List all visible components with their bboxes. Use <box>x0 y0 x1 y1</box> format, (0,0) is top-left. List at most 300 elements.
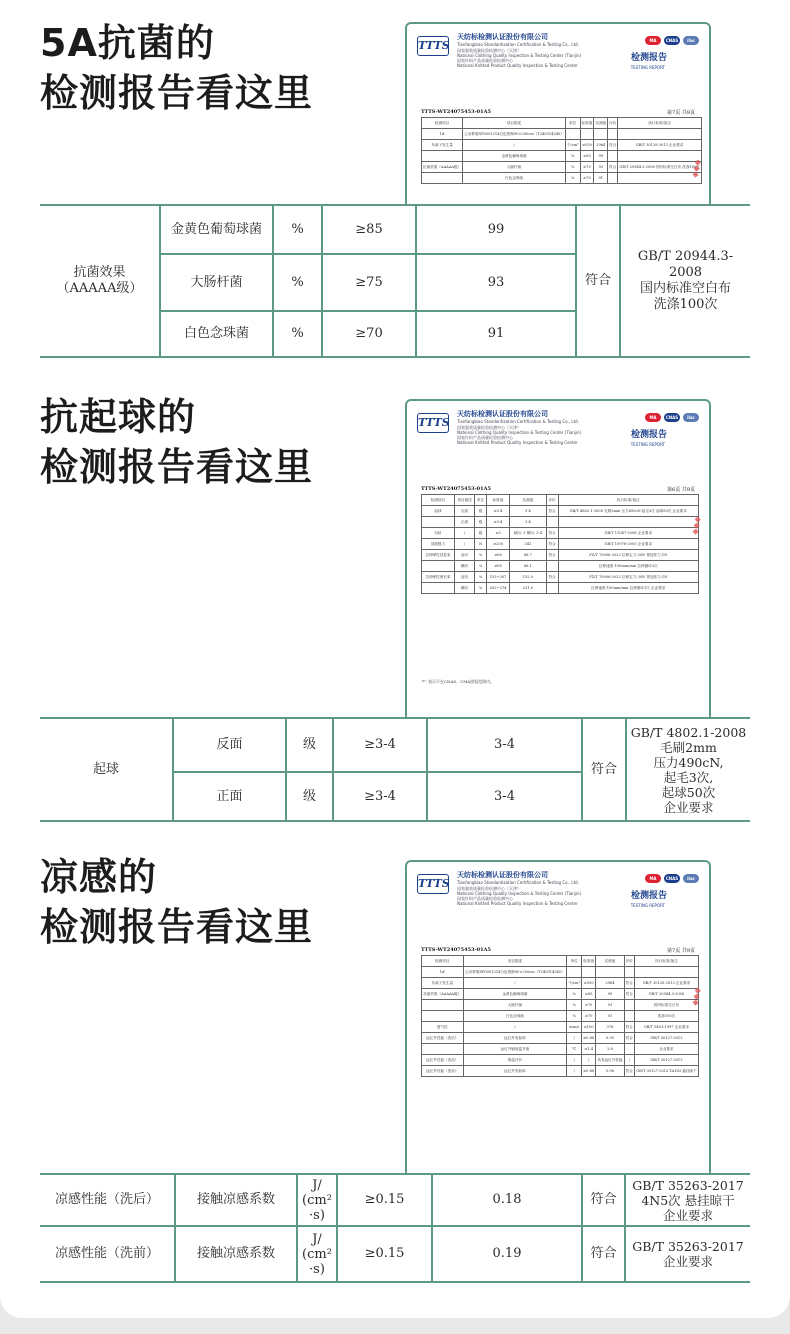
report-row <box>422 1000 699 1011</box>
standard-cell: GB/T 35263-2017 企业要求 <box>625 1226 750 1282</box>
section-heading-anti-pilling <box>40 392 313 492</box>
report-row <box>422 162 702 173</box>
report-cell: 项目描述 <box>463 956 567 967</box>
report-cell: 实测值 <box>594 118 608 129</box>
report-row <box>422 1044 699 1055</box>
report-cell: ≥3 <box>487 528 510 539</box>
report-cell <box>546 561 558 572</box>
report-cell <box>608 173 618 184</box>
report-cell: 负离子发生量 <box>422 140 463 151</box>
report-cell <box>422 173 463 184</box>
report-cell: % <box>565 151 580 162</box>
report-cell: GB/T 30128-2013 企业要求 <box>618 140 702 151</box>
heading-line-1: 凉感的 <box>40 855 158 899</box>
section-heading-antibacterial <box>40 18 313 118</box>
report-cell <box>567 967 582 978</box>
report-cell: 符合 <box>546 528 558 539</box>
unit-cell: J/ (cm² ·s) <box>297 1226 337 1282</box>
report-title-en: TESTING REPORT <box>630 903 665 908</box>
report-cell: 实测值 <box>596 956 624 967</box>
heading-line-2: 检测报告看这里 <box>40 445 314 489</box>
report-header <box>415 407 701 467</box>
item-cell: 金黄色葡萄球菌 <box>160 205 273 254</box>
report-cell: % <box>475 583 487 594</box>
report-center1-en: National Clothing Quality Inspection & Testing Center (Tianjin) <box>457 891 582 896</box>
report-cell: GB/T 19976-2005 企业要求 <box>558 539 698 550</box>
report-cell: % <box>567 1011 582 1022</box>
report-cell: 86.1 <box>510 561 547 572</box>
report-cell <box>580 129 594 140</box>
measured-value-cell: 0.18 <box>432 1174 582 1226</box>
report-cell: 拉伸速度:100mm/min 拉伸循环3次 <box>558 561 698 572</box>
report-cell: 符合 <box>624 1022 634 1033</box>
report-center1: 国家服装质量检验检测中心（天津） <box>457 886 521 891</box>
report-cell: ≥0.88 <box>582 1066 596 1077</box>
report-cell: 符合 <box>608 140 618 151</box>
report-center1: 国家服装质量检验检测中心（天津） <box>457 48 521 53</box>
report-cell: 3-4 <box>510 517 547 528</box>
unit-cell: % <box>273 311 322 357</box>
unit-cell: % <box>273 254 322 311</box>
report-cell: ≥550 <box>580 140 594 151</box>
result-cell: 符合 <box>582 1174 625 1226</box>
report-cell: 检测项目 <box>422 118 463 129</box>
report-cell: 项目描述 <box>454 495 474 506</box>
report-cell: 大肠杆菌 <box>463 1000 567 1011</box>
report-cell: 91 <box>596 1011 624 1022</box>
report-cell <box>422 1044 464 1055</box>
report-cell: 符合 <box>624 978 634 989</box>
report-cell: 标准值 <box>582 956 596 967</box>
report-row <box>422 517 699 528</box>
report-cell: 勾丝 <box>422 528 455 539</box>
report-cell: ≥3-4 <box>487 506 510 517</box>
report-cell: 大肠杆菌 <box>463 162 566 173</box>
report-cell: 86.7 <box>510 550 547 561</box>
report-cell: 93 <box>596 1000 624 1011</box>
report-cell: 0.96 <box>596 1066 624 1077</box>
report-cell: GB/T 4802.1-2008 毛刷2mm 压力490cN 起毛3次 起球50次 企业要求 <box>558 506 698 517</box>
report-title: 检测报告 <box>630 891 667 901</box>
report-row <box>422 539 699 550</box>
report-row <box>422 140 702 151</box>
report-cell: 级 <box>475 528 487 539</box>
report-row <box>422 1033 699 1044</box>
report-cell: 云朵梦境XP0001214白色预制90×200cm（T240514540） <box>463 967 567 978</box>
report-cell: 国内标准空白布 <box>634 1000 698 1011</box>
report-number: TTTS-WT24075453-01A5 <box>421 947 491 953</box>
report-cell: % <box>475 572 487 583</box>
report-cell: 纵向: 3 横向: 3-4 <box>510 528 547 539</box>
property-cell: 凉感性能（洗前） <box>40 1226 175 1282</box>
report-stamp: ◆◆◆ <box>689 515 702 536</box>
item-cell: 白色念珠菌 <box>160 311 273 357</box>
group-cell: 起球 <box>40 718 173 821</box>
report-cell: 单位 <box>567 956 582 967</box>
report-cell <box>422 517 455 528</box>
report-cell: 符合 <box>546 539 558 550</box>
report-cell: 2964 <box>594 140 608 151</box>
report-cell <box>422 1011 464 1022</box>
measured-value-cell: 3-4 <box>427 718 582 772</box>
report-cell <box>596 967 624 978</box>
report-cell: 检测项目 <box>422 956 464 967</box>
report-cell: 99 <box>594 151 608 162</box>
report-center2-en: National Knitted Product Quality Inspection & Testing Center <box>457 63 578 68</box>
report-cell: 0.95 <box>596 1033 624 1044</box>
report-cell: 起球 <box>422 506 455 517</box>
cnas-mark-icon: CNAS <box>665 38 679 43</box>
report-row <box>422 550 699 561</box>
report-cell <box>422 1000 464 1011</box>
report-title: 检测报告 <box>630 53 667 63</box>
report-cell <box>422 561 455 572</box>
standard-cell: GB/T 4802.1-2008 毛刷2mm 压力490cN, 起毛3次, 起球50次 企业要求 <box>626 718 750 821</box>
report-row <box>422 1011 699 1022</box>
report-cell: 执行标准/备注 <box>634 956 698 967</box>
report-preview-antibacterial <box>405 22 711 212</box>
report-cell: / <box>567 1055 582 1066</box>
report-center1-en: National Clothing Quality Inspection & Testing Center (Tianjin) <box>457 53 582 58</box>
report-table <box>421 117 702 184</box>
report-center1: 国家服装质量检验检测中心（天津） <box>457 425 521 430</box>
report-cell: 执行标准/备注 <box>618 118 702 129</box>
report-cell: 标准值 <box>487 495 510 506</box>
report-cell: 项目描述 <box>463 118 566 129</box>
report-row <box>422 173 702 184</box>
ilac-mark-icon: ilac <box>683 36 699 45</box>
cnas-mark-icon: CNAS <box>665 876 679 881</box>
report-page: 第7页 共9页 <box>667 110 695 116</box>
report-row <box>422 506 699 517</box>
standard-value-cell: ≥75 <box>322 254 416 311</box>
report-row <box>422 129 702 140</box>
accreditation-marks <box>645 413 699 422</box>
report-cell: 1# <box>422 967 464 978</box>
report-cell: / <box>463 1022 567 1033</box>
pilling-table <box>40 717 750 822</box>
report-row <box>422 583 699 594</box>
report-cell: ≥85 <box>582 989 596 1000</box>
report-cell <box>624 967 634 978</box>
report-stamp: ◆◆◆ <box>689 986 702 1007</box>
report-cell: % <box>567 1000 582 1011</box>
report-cell: GB/T 11047-2008 企业要求 <box>558 528 698 539</box>
heading-line-2: 检测报告看这里 <box>40 71 314 115</box>
report-cell <box>618 173 702 184</box>
standard-value-cell: ≥0.15 <box>337 1226 432 1282</box>
ilac-mark-icon: ilac <box>683 413 699 422</box>
standard-cell: GB/T 20944.3-2008 国内标准空白布 洗涤100次 <box>620 205 750 357</box>
result-cell: 符合 <box>582 1226 625 1282</box>
report-cell <box>624 1011 634 1022</box>
report-center2: 国家针织产品质量检验检测中心 <box>457 58 513 63</box>
property-cell: 凉感性能（洗后） <box>40 1174 175 1226</box>
report-cell: 透气性 <box>422 1022 464 1033</box>
report-cell: ≥60 <box>487 550 510 561</box>
report-cell: % <box>565 162 580 173</box>
report-org: 天纺标检测认证股份有限公司 <box>457 410 548 418</box>
antibacterial-table <box>40 204 750 358</box>
report-cell: 直向 <box>454 572 474 583</box>
report-cell: 拉伸速度:100mm/min 拉伸循环1次 企业要求 <box>558 583 698 594</box>
group-cell: 抗菌效果 （AAAAA级） <box>40 205 160 357</box>
report-cell: FZ/T 70006-2022 拉伸定力:30N 预加张力:1N <box>558 572 698 583</box>
report-row <box>422 495 699 506</box>
report-cell: / <box>567 1033 582 1044</box>
report-title-en: TESTING REPORT <box>630 442 665 447</box>
report-row <box>422 1055 699 1066</box>
ma-mark-icon: MA <box>645 36 661 45</box>
report-cell: 符合 <box>546 506 558 517</box>
measured-value-cell: 93 <box>416 254 576 311</box>
report-cell: 拉伸弹性伸长率 <box>422 572 455 583</box>
report-cell <box>624 1044 634 1055</box>
report-cell: 93 <box>594 162 608 173</box>
report-cell: 实测值 <box>510 495 547 506</box>
report-cell: 抗菌效果（AAAAA级） <box>422 162 463 173</box>
report-cell: / <box>454 528 474 539</box>
report-cell: 负离子发生量 <box>422 978 464 989</box>
ilac-mark-icon: ilac <box>683 874 699 883</box>
report-preview-anti-pilling <box>405 399 711 725</box>
report-row <box>422 978 699 989</box>
report-center2: 国家针织产品质量检验检测中心 <box>457 435 513 440</box>
report-note: "*" 表示不在CNAS、CMA授权范围内。 <box>421 679 495 684</box>
report-cell: 远红外性能（洗后） <box>422 1033 464 1044</box>
report-cell: / <box>582 1055 596 1066</box>
accreditation-marks <box>645 36 699 45</box>
report-cell: GB/T 30127-2013 <box>634 1033 698 1044</box>
report-header <box>415 30 701 90</box>
report-row <box>422 528 699 539</box>
report-cell: 远红外性能（洗前） <box>422 1055 464 1066</box>
report-row <box>422 151 702 162</box>
report-stamp: ◆◆◆ <box>689 158 702 179</box>
report-cell: 洗涤100次 <box>634 1011 698 1022</box>
report-cell: 221.0 <box>510 583 547 594</box>
ma-mark-icon: MA <box>645 413 661 422</box>
report-title: 检测报告 <box>630 430 667 440</box>
report-cell: 白色念珠菌 <box>463 1011 567 1022</box>
report-cell <box>624 1000 634 1011</box>
report-center2-en: National Knitted Product Quality Inspection & Testing Center <box>457 901 578 906</box>
standard-value-cell: ≥0.15 <box>337 1174 432 1226</box>
report-cell: ≥70 <box>582 1011 596 1022</box>
measured-value-cell: 99 <box>416 205 576 254</box>
cooling-table <box>40 1173 750 1283</box>
report-cell: 符合 <box>608 162 618 173</box>
report-cell: 检测项目 <box>422 495 455 506</box>
report-cell: GB/T 30127-2013 <box>634 1055 698 1066</box>
report-cell: 符合 <box>624 1066 634 1077</box>
ttts-logo: TTTS <box>417 36 449 56</box>
report-table <box>421 955 699 1077</box>
report-cell: ≥75 <box>582 1000 596 1011</box>
report-cell: FZ/T 70006-2022 拉伸定力:30N 预加张力:1N <box>558 550 698 561</box>
report-row <box>422 572 699 583</box>
report-cell: 顶破强力 <box>422 539 455 550</box>
report-cell: 202~274 <box>487 583 510 594</box>
report-preview-cooling <box>405 860 711 1182</box>
result-cell: 符合 <box>576 205 620 357</box>
unit-cell: 级 <box>286 718 333 772</box>
report-cell: ≥0.88 <box>582 1033 596 1044</box>
report-cell: 白色念珠菌 <box>463 173 566 184</box>
report-row <box>422 118 702 129</box>
report-cell: 个/cm³ <box>567 978 582 989</box>
report-cell <box>634 967 698 978</box>
report-cell: 反面 <box>454 506 474 517</box>
report-cell <box>618 151 702 162</box>
report-cell: 远红外辐射温升值 <box>463 1044 567 1055</box>
report-cell: 99 <box>596 989 624 1000</box>
report-cell: ≥100 <box>582 1022 596 1033</box>
report-cell: GB/T 20944.3-2008 国内标准空白布 洗涤100次 <box>618 162 702 173</box>
report-cell: ℃ <box>567 1044 582 1055</box>
report-cell: GB/T 20944.3-2008 <box>634 989 698 1000</box>
cnas-mark-icon: CNAS <box>665 415 679 420</box>
item-cell: 接触凉感系数 <box>175 1174 297 1226</box>
report-cell: 2.8 <box>596 1044 624 1055</box>
report-cell: 远红外性能（洗前） <box>422 1066 464 1077</box>
report-cell: 评价 <box>608 118 618 129</box>
report-cell: 拉伸弹性回复率 <box>422 550 455 561</box>
unit-cell: J/ (cm² ·s) <box>297 1174 337 1226</box>
report-cell: 91 <box>594 173 608 184</box>
report-cell <box>608 129 618 140</box>
report-cell: ≥65 <box>487 561 510 572</box>
item-cell: 大肠杆菌 <box>160 254 273 311</box>
report-cell: 符合 <box>546 572 558 583</box>
report-row <box>422 1022 699 1033</box>
report-cell: 抗菌效果（AAAAA级） <box>422 989 464 1000</box>
report-cell <box>546 583 558 594</box>
report-cell: / <box>463 140 566 151</box>
standard-cell: GB/T 35263-2017 4N5次 悬挂晾干 企业要求 <box>625 1174 750 1226</box>
report-org-en: Tianfangbiao Standardization Certification & Testing Co., Ltd. <box>457 880 579 885</box>
report-cell: ≥75 <box>580 162 594 173</box>
report-cell: 152.0 <box>510 572 547 583</box>
report-cell: % <box>475 561 487 572</box>
report-row <box>422 1066 699 1077</box>
report-cell <box>558 517 698 528</box>
accreditation-marks <box>645 874 699 883</box>
report-cell: 执行标准/备注 <box>558 495 698 506</box>
report-cell: 级 <box>475 506 487 517</box>
report-cell: / <box>463 978 567 989</box>
report-cell: ≥550 <box>582 978 596 989</box>
report-cell: 评价 <box>624 956 634 967</box>
heading-line-2: 检测报告看这里 <box>40 905 314 949</box>
report-cell: GB/T 30127-2013 TA183 悬挂晾干 <box>634 1066 698 1077</box>
report-cell: 标准值 <box>580 118 594 129</box>
report-cell: 远红外发射率 <box>463 1066 567 1077</box>
report-page: 第6页 共9页 <box>667 487 695 493</box>
heading-line-1: 5A抗菌的 <box>40 21 215 65</box>
report-cell: / <box>624 1055 634 1066</box>
unit-cell: 级 <box>286 772 333 821</box>
ttts-logo: TTTS <box>417 874 449 894</box>
report-cell: 单位 <box>475 495 487 506</box>
report-cell: 3-4 <box>510 506 547 517</box>
standard-value-cell: ≥70 <box>322 311 416 357</box>
report-cell: % <box>475 550 487 561</box>
standard-value-cell: ≥3-4 <box>333 718 427 772</box>
report-cell: ≥250 <box>487 539 510 550</box>
report-cell <box>422 151 463 162</box>
report-cell: 级 <box>475 517 487 528</box>
report-cell: N <box>475 539 487 550</box>
ma-mark-icon: MA <box>645 874 661 883</box>
report-org-en: Tianfangbiao Standardization Certification & Testing Co., Ltd. <box>457 42 579 47</box>
report-cell: 个/cm³ <box>565 140 580 151</box>
report-cell: % <box>567 989 582 1000</box>
report-number: TTTS-WT24075453-01A5 <box>421 109 491 115</box>
report-cell: 金黄色葡萄球菌 <box>463 989 567 1000</box>
report-center1-en: National Clothing Quality Inspection & Testing Center (Tianjin) <box>457 430 582 435</box>
report-cell: / <box>454 539 474 550</box>
report-cell: 评价 <box>546 495 558 506</box>
item-cell: 反面 <box>173 718 286 772</box>
report-cell: 341 <box>510 539 547 550</box>
report-cell: 保温评价 <box>463 1055 567 1066</box>
unit-cell: % <box>273 205 322 254</box>
report-cell <box>618 129 702 140</box>
report-cell <box>582 967 596 978</box>
report-page: 第7页 共9页 <box>667 948 695 954</box>
report-cell: 符合 <box>546 550 558 561</box>
section-heading-cooling <box>40 852 313 952</box>
report-center2: 国家针织产品质量检验检测中心 <box>457 896 513 901</box>
report-row <box>422 967 699 978</box>
report-cell: 378 <box>596 1022 624 1033</box>
report-cell: 符合 <box>624 989 634 1000</box>
ttts-logo: TTTS <box>417 413 449 433</box>
report-header <box>415 868 701 928</box>
report-cell: 直向 <box>454 550 474 561</box>
item-cell: 接触凉感系数 <box>175 1226 297 1282</box>
report-cell: 横向 <box>454 561 474 572</box>
report-cell: 金黄色葡萄球菌 <box>463 151 566 162</box>
report-cell: mm/s <box>567 1022 582 1033</box>
report-cell <box>608 151 618 162</box>
report-cell: 符合 <box>624 1033 634 1044</box>
report-cell: ≥1.4 <box>582 1044 596 1055</box>
report-cell: 正面 <box>454 517 474 528</box>
report-cell: 单位 <box>565 118 580 129</box>
report-cell: 153~207 <box>487 572 510 583</box>
measured-value-cell: 0.19 <box>432 1226 582 1282</box>
standard-value-cell: ≥85 <box>322 205 416 254</box>
report-cell: 远红外发射率 <box>463 1033 567 1044</box>
report-cell: 云朵梦境XP0001214白色预制90×200cm（T240514540） <box>463 129 566 140</box>
report-cell: 横向 <box>454 583 474 594</box>
report-cell: ≥70 <box>580 173 594 184</box>
report-cell <box>565 129 580 140</box>
measured-value-cell: 91 <box>416 311 576 357</box>
result-cell: 符合 <box>582 718 626 821</box>
report-cell <box>594 129 608 140</box>
report-cell: 1# <box>422 129 463 140</box>
report-row <box>422 561 699 572</box>
report-cell: % <box>565 173 580 184</box>
report-table <box>421 494 699 594</box>
report-cell: 具有远红外性能 <box>596 1055 624 1066</box>
report-cell: ≥3-4 <box>487 517 510 528</box>
heading-line-1: 抗起球的 <box>40 395 197 439</box>
report-cell: 企业要求 <box>634 1044 698 1055</box>
